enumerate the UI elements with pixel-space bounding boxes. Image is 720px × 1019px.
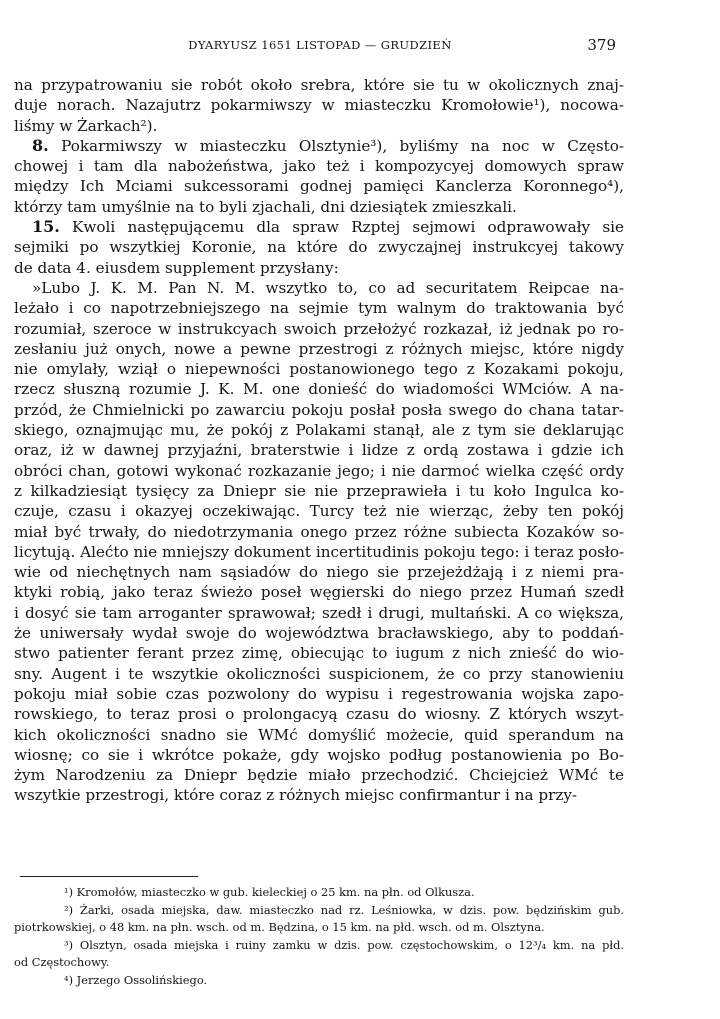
text-line xyxy=(14,339,624,359)
line-text: przód, że Chmielnicki po zawarciu pokoju posłał posła swego do chana tatar- xyxy=(14,400,624,419)
text-line xyxy=(14,400,624,420)
text-line xyxy=(14,603,624,623)
line-text: stwo patienter ferant przez zimę, obiecując to iugum z nich znieść do wio- xyxy=(14,644,624,663)
footnote-divider xyxy=(20,876,198,877)
footnote-line: ²) Żarki, osada miejska, daw. miasteczko nad rz. Leśniowka, w dzis. pow. będzińskim gub. xyxy=(64,902,624,917)
text-line xyxy=(14,440,624,460)
running-title: DYARYUSZ 1651 LISTOPAD — GRUDZIEŃ xyxy=(188,38,452,52)
paragraph-number: 8. xyxy=(32,135,49,155)
text-line xyxy=(14,623,624,643)
text-line xyxy=(14,197,624,217)
text-line xyxy=(14,298,624,318)
text-line xyxy=(14,75,624,95)
text-line xyxy=(14,785,624,805)
line-text: i dosyć sie tam arroganter sprawował; szedł i drugi, multański. A co większa, xyxy=(14,603,624,622)
line-text: rzecz słuszną rozumie J. K. M. one donieść do wiadomości WMciów. A na- xyxy=(14,380,624,399)
main-text xyxy=(14,75,624,806)
text-line xyxy=(14,481,624,501)
line-text: na przypatrowaniu sie robót około srebra, które sie tu w okolicznych znaj- xyxy=(14,76,624,94)
line-text: wszytkie przestrogi, które coraz z różnych miejsc confirmantur i na przy- xyxy=(14,786,578,805)
text-line xyxy=(14,379,624,399)
line-text: »Lubo J. K. M. Pan N. M. wszytko to, co ad securitatem Reipcae na- xyxy=(32,278,624,297)
footnote-line: ⁴) Jerzego Ossolińskiego. xyxy=(64,972,208,987)
text-line xyxy=(14,684,624,704)
text-line xyxy=(14,501,624,521)
text-line xyxy=(14,765,624,785)
line-text: wie od niechętnych nam sąsiadów do niego sie przejeżdżają i z niemi pra- xyxy=(14,563,624,582)
page-number: 379 xyxy=(587,36,616,54)
line-text: między Ich Mciami sukcessorami godnej pamięci Kanclerza Koronnego⁴), xyxy=(14,177,624,196)
line-text: licytują. Alećto nie mniejszy dokument incertitudinis pokoju tego: i teraz posło- xyxy=(14,542,624,561)
text-line xyxy=(14,116,624,136)
line-text: zesłaniu już onych, nowe a pewne przestrogi z różnych miejsc, które nigdy xyxy=(14,339,624,358)
text-line xyxy=(14,95,624,115)
text-line xyxy=(14,725,624,745)
line-text: duje norach. Nazajutrz pokarmiwszy w miasteczku Kromołowie¹), nocowa- xyxy=(14,96,624,115)
line-text: miał być trwały, do niedotrzymania onego przez różne subiecta Kozaków so- xyxy=(14,522,624,541)
line-text: żym Narodzeniu za Dniepr będzie miało przechodzić. Chciejcież WMć te xyxy=(14,766,624,785)
text-line xyxy=(14,420,624,440)
line-text: nie omylały, wziął o niepewności postanowionego tego z Kozakami pokoju, xyxy=(14,360,624,379)
footnote-line: od Częstochowy. xyxy=(14,955,110,969)
line-text: Kwoli następującemu dla spraw Rzptej sejmowi odprawowały sie xyxy=(59,218,624,237)
line-text: sny. Augent i te wszytkie okoliczności suspicionem, że co przy stanowieniu xyxy=(14,664,624,683)
paragraph-start-line xyxy=(14,136,624,156)
line-text: wiosnę; co sie i wkrótce pokaże, gdy wojsko podług postanowienia po Bo- xyxy=(14,745,624,764)
text-line xyxy=(14,522,624,542)
text-line xyxy=(14,582,624,602)
paragraph-start-line xyxy=(14,217,624,237)
line-text: rowskiego, to teraz prosi o prolongacyą czasu do wiosny. Z których wszyt- xyxy=(14,705,624,724)
text-line xyxy=(14,176,624,196)
line-text: oraz, iż w dawnej przyjaźni, braterstwie i lidze z ordą zostawa i gdzie ich xyxy=(14,441,624,460)
line-text: ktyki robią, jako teraz świeżo poseł węgierski do niego przez Humań szedł xyxy=(14,583,624,602)
text-line xyxy=(14,704,624,724)
line-text: kich okoliczności snadno sie WMć domyślić możecie, quid sperandum na xyxy=(14,725,624,744)
text-line xyxy=(14,542,624,562)
line-text: de data 4. eiusdem supplement przysłany: xyxy=(14,258,339,277)
line-text: rozumiał, szeroce w instrukcyach swoich przełożyć rozkazał, iż jednak po ro- xyxy=(14,319,624,338)
line-text: obróci chan, gotowi wykonać rozkazanie jego; i nie darmoć wielka część ordy xyxy=(14,461,624,480)
text-line xyxy=(14,562,624,582)
footnote-line: piotrkowskiej, o 48 km. na płn. wsch. od m. Będzina, o 15 km. na płd. wsch. od m. Olsztyna. xyxy=(14,920,545,934)
line-text: Pokarmiwszy w miasteczku Olsztynie³), byliśmy na noc w Często- xyxy=(48,136,624,155)
text-line xyxy=(14,664,624,684)
footnote-line: ¹) Kromołów, miasteczko w gub. kieleckiej o 25 km. na płn. od Olkusza. xyxy=(64,885,475,899)
line-text: że uniwersały wydał swoje do województwa bracławskiego, aby to poddań- xyxy=(14,624,624,643)
footnotes xyxy=(14,884,624,989)
text-line xyxy=(14,156,624,176)
line-text: pokoju miał sobie czas pozwolony do wypisu i regestrowania wojska zapo- xyxy=(14,684,624,703)
line-text: czuje, czasu i okazyej oczekiwając. Turcy też nie wierząc, żeby ten pokój xyxy=(14,502,624,521)
text-line xyxy=(14,359,624,379)
paragraph-number: 15. xyxy=(32,217,60,237)
footnote-line: ³) Olsztyn, osada miejska i ruiny zamku w dzis. pow. częstochowskim, o 12³/₄ km. na płd. xyxy=(64,937,624,952)
line-text: chowej i tam dla nabożeństwa, jako też i kompozycyej domowych spraw xyxy=(14,157,624,176)
page-header xyxy=(0,30,720,60)
line-text: skiego, oznajmując mu, że pokój z Polakami stanął, ale z tym sie deklarując xyxy=(14,421,624,440)
text-line xyxy=(14,319,624,339)
line-text: liśmy w Żarkach²). xyxy=(14,116,158,135)
text-line xyxy=(14,643,624,663)
text-line xyxy=(14,461,624,481)
text-line xyxy=(14,278,624,298)
line-text: którzy tam umyślnie na to byli zjachali, dni dziesiątek zmieszkali. xyxy=(14,197,517,216)
line-text: leżało i co napotrzebniejszego na sejmie tym walnym do traktowania być xyxy=(14,299,624,318)
line-text: z kilkadziesiąt tysięcy za Dniepr sie nie przeprawieła i tu koło Ingulca ko- xyxy=(14,481,624,500)
text-line xyxy=(14,258,624,278)
text-line xyxy=(14,237,624,257)
text-line xyxy=(14,745,624,765)
line-text: sejmiki po wszytkiej Koronie, na które do zwyczajnej instrukcyej takowy xyxy=(14,238,624,257)
